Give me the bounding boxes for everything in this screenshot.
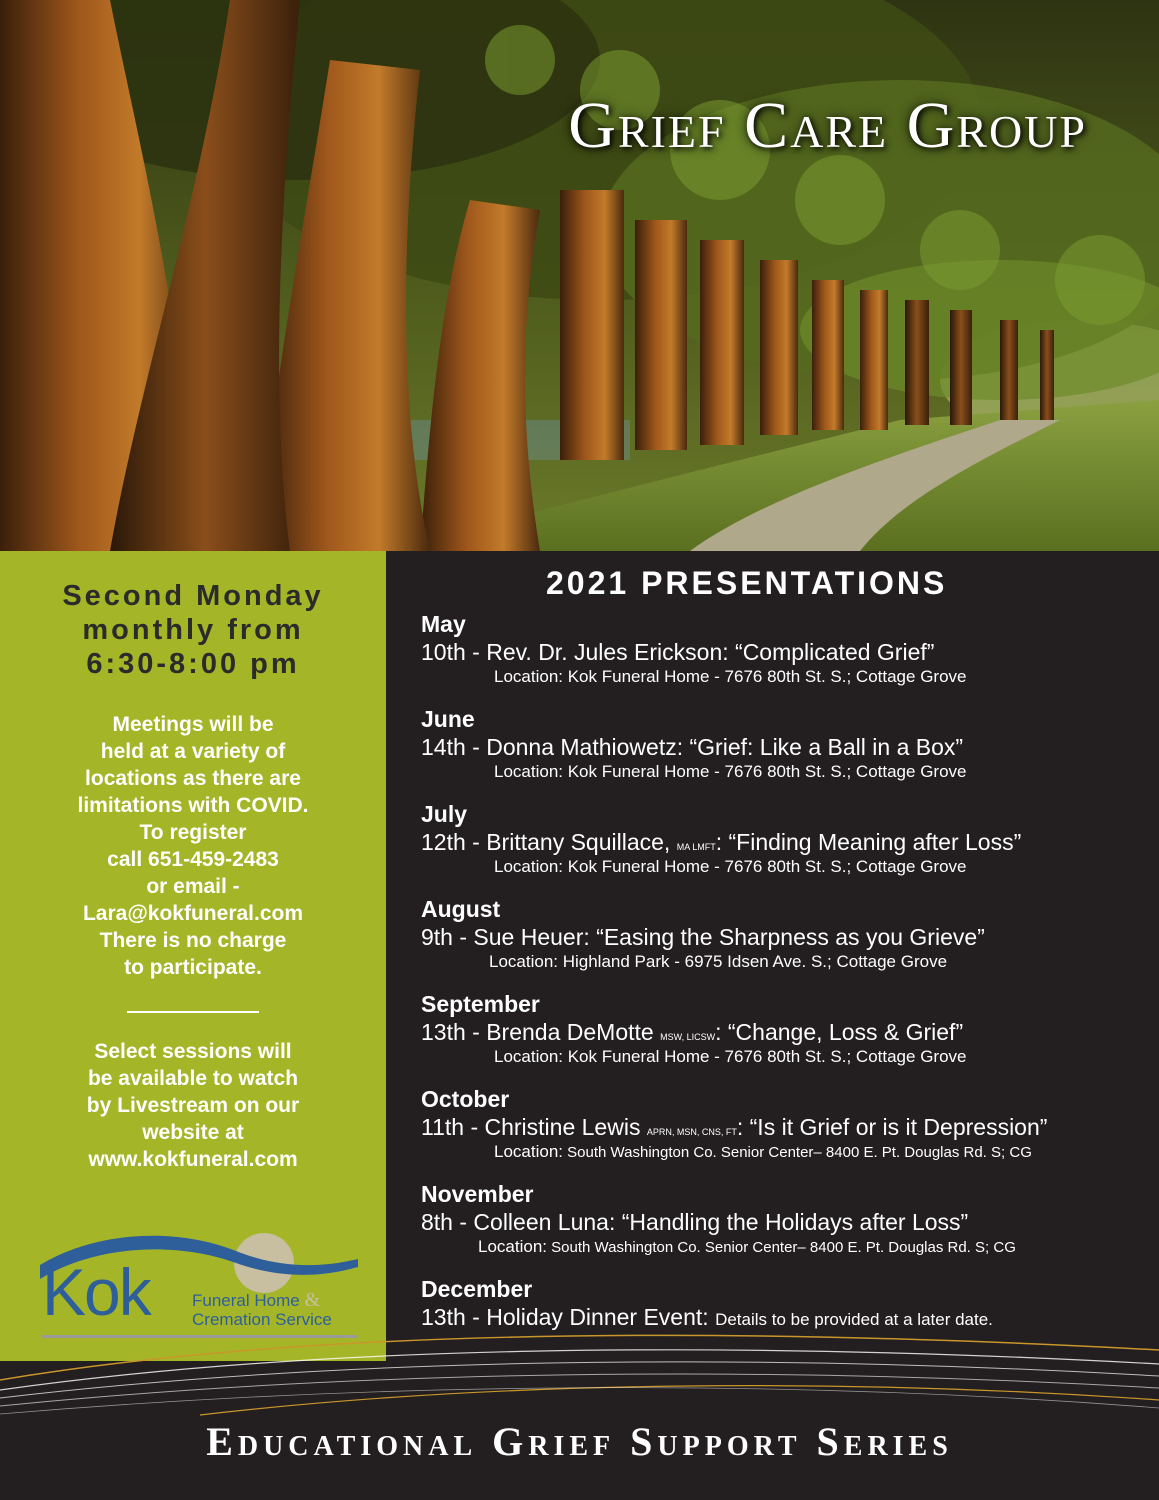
location-label: Location: <box>494 857 563 876</box>
info-line: There is no charge <box>99 929 287 952</box>
location-label: Location: <box>489 952 558 971</box>
hero-photo <box>0 0 1159 551</box>
info-line: Meetings will be <box>112 713 274 736</box>
event-details: Details to be provided at a later date. <box>715 1310 993 1329</box>
event-line <box>421 639 934 666</box>
event-title: : “Is it Grief or is it Depression” <box>736 1114 1048 1140</box>
event-day: 12th - <box>421 829 487 855</box>
month-heading: November <box>421 1181 534 1207</box>
info-line: limitations with COVID. <box>77 794 309 817</box>
location-text: Kok Funeral Home - 7676 80th St. S.; Cottage Grove <box>563 1047 967 1066</box>
info-line: or email - <box>146 875 240 898</box>
event-speaker: Sue Heuer: <box>473 924 597 950</box>
month-heading: June <box>421 706 475 732</box>
month-heading: December <box>421 1276 533 1302</box>
event-day: 11th - <box>421 1114 485 1140</box>
event-speaker: Holiday Dinner Event: <box>486 1304 716 1330</box>
info-line: To register <box>139 821 247 844</box>
event-day: 14th - <box>421 734 487 760</box>
event-location <box>494 857 966 877</box>
event-title: “Grief: Like a Ball in a Box” <box>689 734 964 760</box>
logo-subtitle <box>192 1289 320 1312</box>
event-speaker: Rev. Dr. Jules Erickson: <box>486 639 736 665</box>
event-speaker: Donna Mathiowetz: <box>486 734 690 760</box>
event-day: 9th - <box>421 924 474 950</box>
schedule-line: monthly from <box>82 614 304 646</box>
divider <box>127 1011 259 1013</box>
event-day: 13th - <box>421 1304 487 1330</box>
month-heading: September <box>421 991 540 1017</box>
event-speaker: Colleen Luna: <box>473 1209 622 1235</box>
stream-line: be available to watch <box>87 1067 299 1090</box>
location-text: South Washington Co. Senior Center– 8400 E. Pt. Douglas Rd. S; CG <box>563 1144 1032 1161</box>
footer-title: Educational Grief Support Series <box>206 1419 953 1464</box>
schedule-line: Second Monday <box>62 580 324 612</box>
location-text: South Washington Co. Senior Center– 8400 E. Pt. Douglas Rd. S; CG <box>547 1239 1016 1256</box>
event-line <box>421 1209 968 1236</box>
location-label: Location: <box>494 762 563 781</box>
event-credential: APRN, MSN, CNS, FT <box>646 1127 737 1137</box>
event-title: : “Finding Meaning after Loss” <box>715 829 1022 855</box>
event-location <box>494 667 966 687</box>
stream-line: Select sessions will <box>94 1040 292 1063</box>
event-title: : “Change, Loss & Grief” <box>715 1019 964 1045</box>
info-line: held at a variety of <box>100 740 286 763</box>
event-location <box>494 1142 1032 1162</box>
location-label: Location: <box>494 667 563 686</box>
location-text: Highland Park - 6975 Idsen Ave. S.; Cottage Grove <box>558 952 948 971</box>
logo-wordmark: Kok <box>42 1255 150 1329</box>
event-title: “Easing the Sharpness as you Grieve” <box>596 924 985 950</box>
decorative-swoosh <box>0 1320 1159 1420</box>
event-line <box>421 829 1021 856</box>
event-credential: MA LMFT <box>676 842 716 852</box>
location-label: Location: <box>478 1237 547 1256</box>
event-speaker: Brenda DeMotte <box>486 1019 661 1045</box>
location-text: Kok Funeral Home - 7676 80th St. S.; Cottage Grove <box>563 762 967 781</box>
month-heading: May <box>421 611 466 637</box>
event-title: “Complicated Grief” <box>735 639 935 665</box>
event-credential: MSW, LICSW <box>660 1032 716 1042</box>
event-line <box>421 734 963 761</box>
stream-line: website at <box>142 1121 244 1144</box>
location-text: Kok Funeral Home - 7676 80th St. S.; Cottage Grove <box>563 667 967 686</box>
event-day: 10th - <box>421 639 487 665</box>
event-day: 13th - <box>421 1019 487 1045</box>
event-location <box>494 762 966 782</box>
info-line: to participate. <box>124 956 262 979</box>
month-heading: October <box>421 1086 510 1112</box>
logo-ampersand: & <box>304 1289 321 1311</box>
location-label: Location: <box>494 1142 563 1161</box>
tree-lined-path-illustration <box>0 0 1159 551</box>
month-heading: July <box>421 801 468 827</box>
registration-info <box>0 711 386 981</box>
email-link[interactable]: Lara@kokfuneral.com <box>82 902 304 925</box>
event-day: 8th - <box>421 1209 474 1235</box>
event-line <box>421 924 985 951</box>
event-line <box>421 1019 963 1046</box>
event-speaker: Christine Lewis <box>484 1114 647 1140</box>
event-speaker: Brittany Squillace, <box>486 829 677 855</box>
presentations-heading: 2021 PRESENTATIONS <box>546 565 948 601</box>
website-link[interactable]: www.kokfuneral.com <box>88 1148 298 1171</box>
event-location <box>489 952 947 972</box>
location-label: Location: <box>494 1047 563 1066</box>
meeting-schedule <box>0 579 386 681</box>
logo-subtitle-text: Funeral Home <box>192 1291 300 1310</box>
livestream-info <box>0 1038 386 1173</box>
event-location <box>494 1047 966 1067</box>
schedule-line: 6:30-8:00 pm <box>86 648 300 680</box>
location-text: Kok Funeral Home - 7676 80th St. S.; Cottage Grove <box>563 857 967 876</box>
presentations-panel <box>386 551 1159 1361</box>
info-line: locations as there are <box>85 767 301 790</box>
schedule-info-panel <box>0 551 386 1361</box>
event-title: “Handling the Holidays after Loss” <box>621 1209 969 1235</box>
phone-number[interactable]: call 651-459-2483 <box>107 848 279 871</box>
month-heading: August <box>421 896 501 922</box>
page-title: Grief Care Group <box>568 89 1087 162</box>
stream-line: by Livestream on our <box>86 1094 300 1117</box>
event-line <box>421 1114 1047 1141</box>
event-location <box>478 1237 1016 1257</box>
logo-subtitle-2: Cremation Service <box>192 1310 332 1329</box>
